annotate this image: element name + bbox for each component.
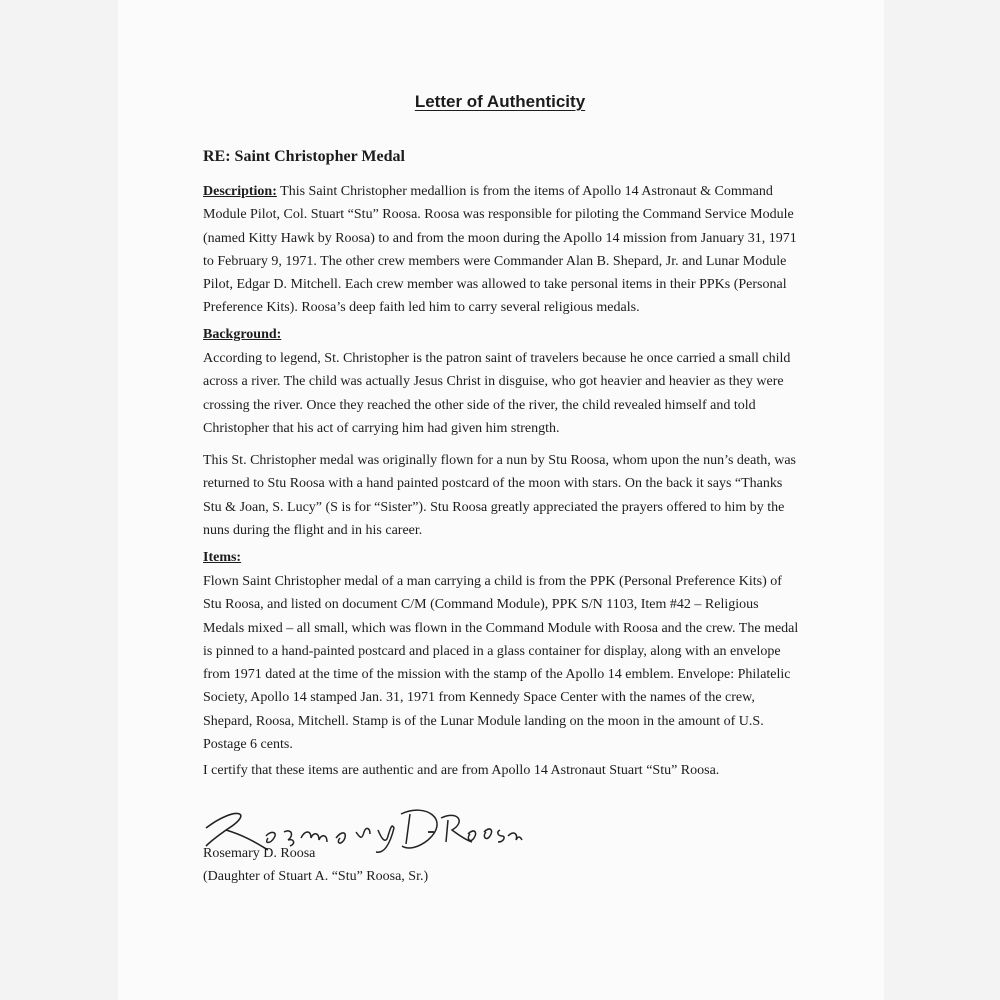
background-heading: Background: bbox=[203, 327, 282, 342]
description-heading: Description: bbox=[203, 184, 277, 199]
certification-statement: I certify that these items are authentic and are from Apollo 14 Astronaut Stuart “Stu” Roosa. bbox=[203, 763, 720, 778]
background-paragraph-2: This St. Christopher medal was originally flown for a nun by Stu Roosa, whom upon the nun’s death, was returned to Stu Roosa with a hand painted postcard of the moon with stars. On the back it says “Thanks Stu & Joan, S. Lucy” (S is for “Sister”). Stu Roosa greatly appreciated the prayers offered to him by the nuns during the flight and in his career. bbox=[203, 453, 796, 538]
background-paragraph-1: According to legend, St. Christopher is the patron saint of travelers because he once carried a small child across a river. The child was actually Jesus Christ in disguise, who got heavier and heavier as they were crossing the river. Once they reached the other side of the river, the child revealed himself and told Christopher that his act of carrying him had given him strength. bbox=[203, 351, 791, 436]
description-paragraph bbox=[203, 180, 803, 320]
items-heading: Items: bbox=[203, 550, 242, 565]
subject-line: RE: Saint Christopher Medal bbox=[203, 148, 405, 165]
items-paragraph: Flown Saint Christopher medal of a man carrying a child is from the PPK (Personal Preference Kits) of Stu Roosa, and listed on document C/M (Command Module), PPK S/N 1103, Item #42 – Religious Medals mixed – all small, which was flown in the Command Module with Roosa and the crew. The medal is pinned to a hand-painted postcard and placed in a glass container for display, along with an envelope from 1971 dated at the time of the mission with the stamp of the Apollo 14 emblem. Envelope: Philatelic Society, Apollo 14 stamped Jan. 31, 1971 from Kennedy Space Center with the names of the crew, Shepard, Roosa, Mitchell. Stamp is of the Lunar Module landing on the moon in the amount of U.S. Postage 6 cents. bbox=[203, 574, 799, 753]
signer-name: Rosemary D. Roosa bbox=[203, 846, 316, 861]
description-text: This Saint Christopher medallion is from the items of Apollo 14 Astronaut & Command Module Pilot, Col. Stuart “Stu” Roosa. Roosa was responsible for piloting the Command Service Module (named Kitty Hawk by Roosa) to and from the moon during the Apollo 14 mission from January 31, 1971 to February 9, 1971. The other crew members were Commander Alan B. Shepard, Jr. and Lunar Module Pilot, Edgar D. Mitchell. Each crew member was allowed to take personal items in their PPKs (Personal Preference Kits). Roosa’s deep faith led him to carry several religious medals. bbox=[203, 184, 797, 316]
signer-relation: (Daughter of Stuart A. “Stu” Roosa, Sr.) bbox=[203, 869, 429, 884]
document-title: Letter of Authenticity bbox=[414, 92, 586, 111]
